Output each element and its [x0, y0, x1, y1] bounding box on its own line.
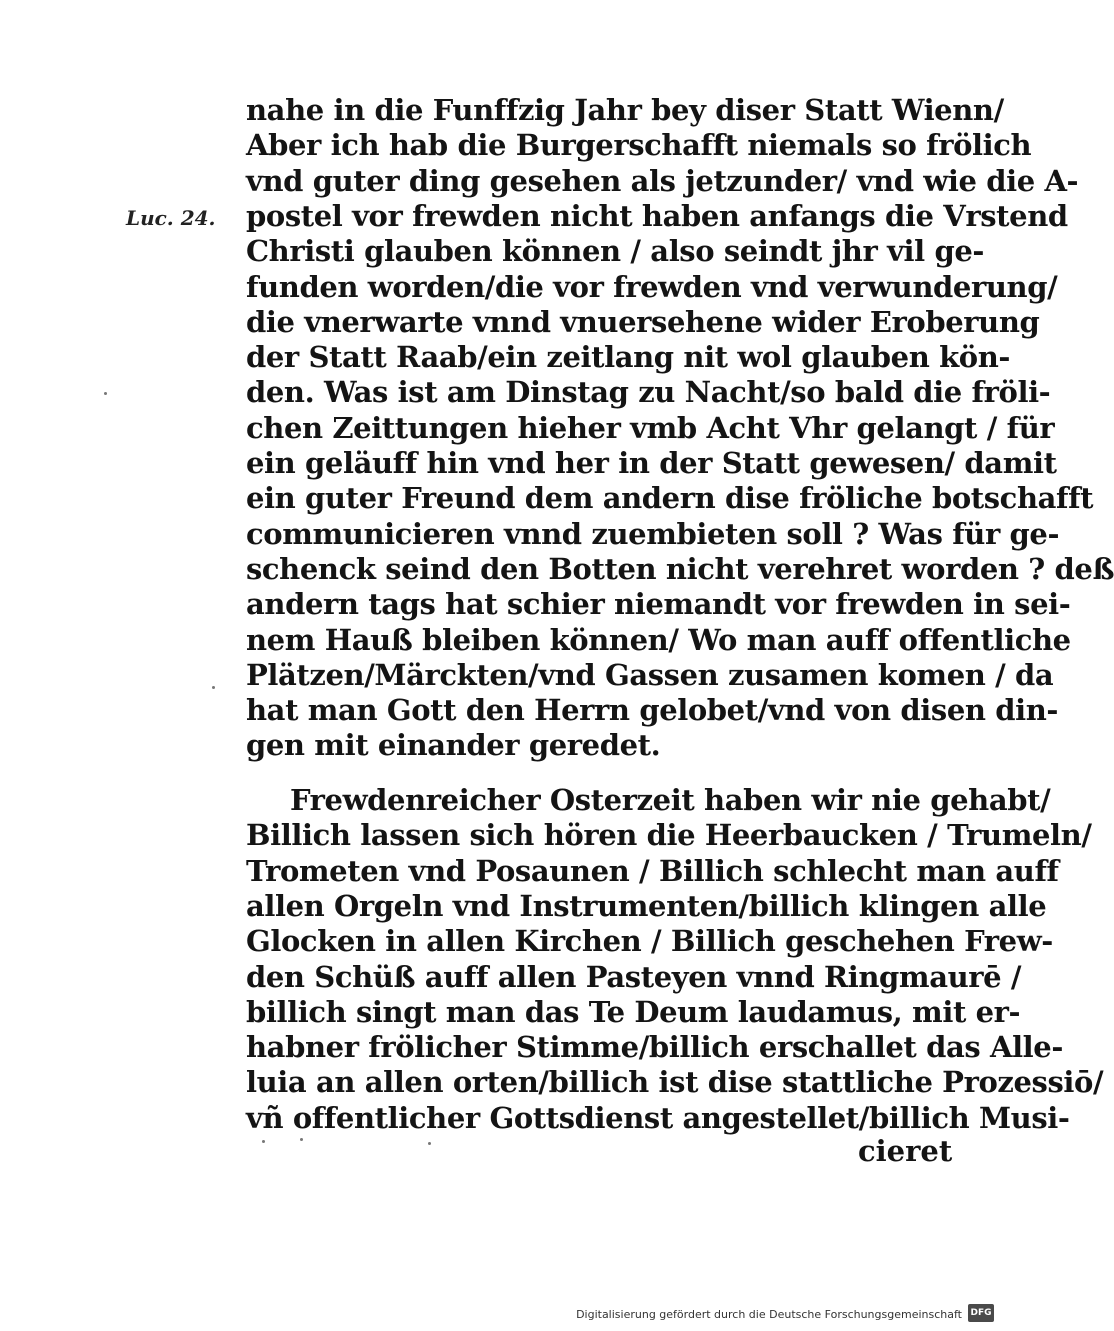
- margin-note: Luc. 24.: [126, 206, 216, 230]
- text-line: Aber ich hab die Burgerschafft niemals so frölich: [246, 128, 1032, 163]
- text-line: chen Zeittungen hieher vmb Acht Vhr gelangt / für: [246, 410, 1055, 445]
- paper-speck: [300, 1138, 303, 1141]
- text-line: andern tags hat schier niemandt vor frewden in sei-: [246, 587, 1071, 622]
- text-line: vnd guter ding gesehen als jetzunder/ vnd wie die A-: [246, 163, 1079, 198]
- text-line: gen mit einander geredet.: [246, 728, 661, 763]
- text-line: allen Orgeln vnd Instrumenten/billich klingen alle: [246, 888, 1047, 923]
- text-line: luia an allen orten/billich ist dise stattliche Prozessiō/: [246, 1065, 1104, 1100]
- text-line: postel vor frewden nicht haben anfangs die Vrstend: [246, 198, 1068, 233]
- paper-speck: [262, 1140, 265, 1143]
- text-line: habner frölicher Stimme/billich erschallet das Alle-: [246, 1030, 1063, 1065]
- text-line: Christi glauben können / also seindt jhr vil ge-: [246, 234, 985, 269]
- text-line: Frewdenreicher Osterzeit haben wir nie gehabt/: [290, 783, 1051, 817]
- footer-credit: Digitalisierung gefördert durch die Deutsche Forschungsgemeinschaft: [576, 1308, 962, 1321]
- text-line: der Statt Raab/ein zeitlang nit wol glauben kön-: [246, 340, 1011, 375]
- text-line: funden worden/die vor frewden vnd verwunderung/: [246, 269, 1058, 304]
- text-line: schenck seind den Botten nicht verehret worden ? deß: [246, 551, 1114, 586]
- text-line: communicieren vnnd zuembieten soll ? Was für ge-: [246, 516, 1060, 551]
- text-line: nem Hauß bleiben können/ Wo man auff offentliche: [246, 622, 1071, 657]
- paper-speck: [212, 686, 215, 689]
- text-line: vñ offentlicher Gottsdienst angestellet/billich Musi-: [246, 1100, 1070, 1135]
- text-line: Plätzen/Märckten/vnd Gassen zusamen komen / da: [246, 657, 1054, 692]
- catchword: cieret: [858, 1134, 953, 1168]
- text-line: ein geläuff hin vnd her in der Statt gewesen/ damit: [246, 446, 1057, 480]
- text-line: ein guter Freund dem andern dise fröliche botschafft: [246, 481, 1094, 516]
- text-line: Billich lassen sich hören die Heerbaucken / Trumeln/: [246, 818, 1092, 853]
- text-line: die vnerwarte vnnd vnuersehene wider Eroberung: [246, 304, 1040, 339]
- text-line: billich singt man das Te Deum laudamus, mit er-: [246, 994, 1021, 1029]
- paper-speck: [104, 392, 107, 395]
- dfg-logo: DFG: [968, 1304, 994, 1322]
- text-line: den. Was ist am Dinstag zu Nacht/so bald die fröli-: [246, 375, 1051, 410]
- text-line: hat man Gott den Herrn gelobet/vnd von disen din-: [246, 693, 1059, 728]
- paper-speck: [428, 1142, 431, 1145]
- text-line: Trometen vnd Posaunen / Billich schlecht man auff: [246, 853, 1059, 888]
- text-line: den Schüß auff allen Pasteyen vnnd Ringmaurē /: [246, 959, 1022, 994]
- text-line: Glocken in allen Kirchen / Billich geschehen Frew-: [246, 924, 1053, 959]
- text-line: nahe in die Funffzig Jahr bey diser Statt Wienn/: [246, 93, 1004, 127]
- footer-bar: [0, 1300, 1000, 1331]
